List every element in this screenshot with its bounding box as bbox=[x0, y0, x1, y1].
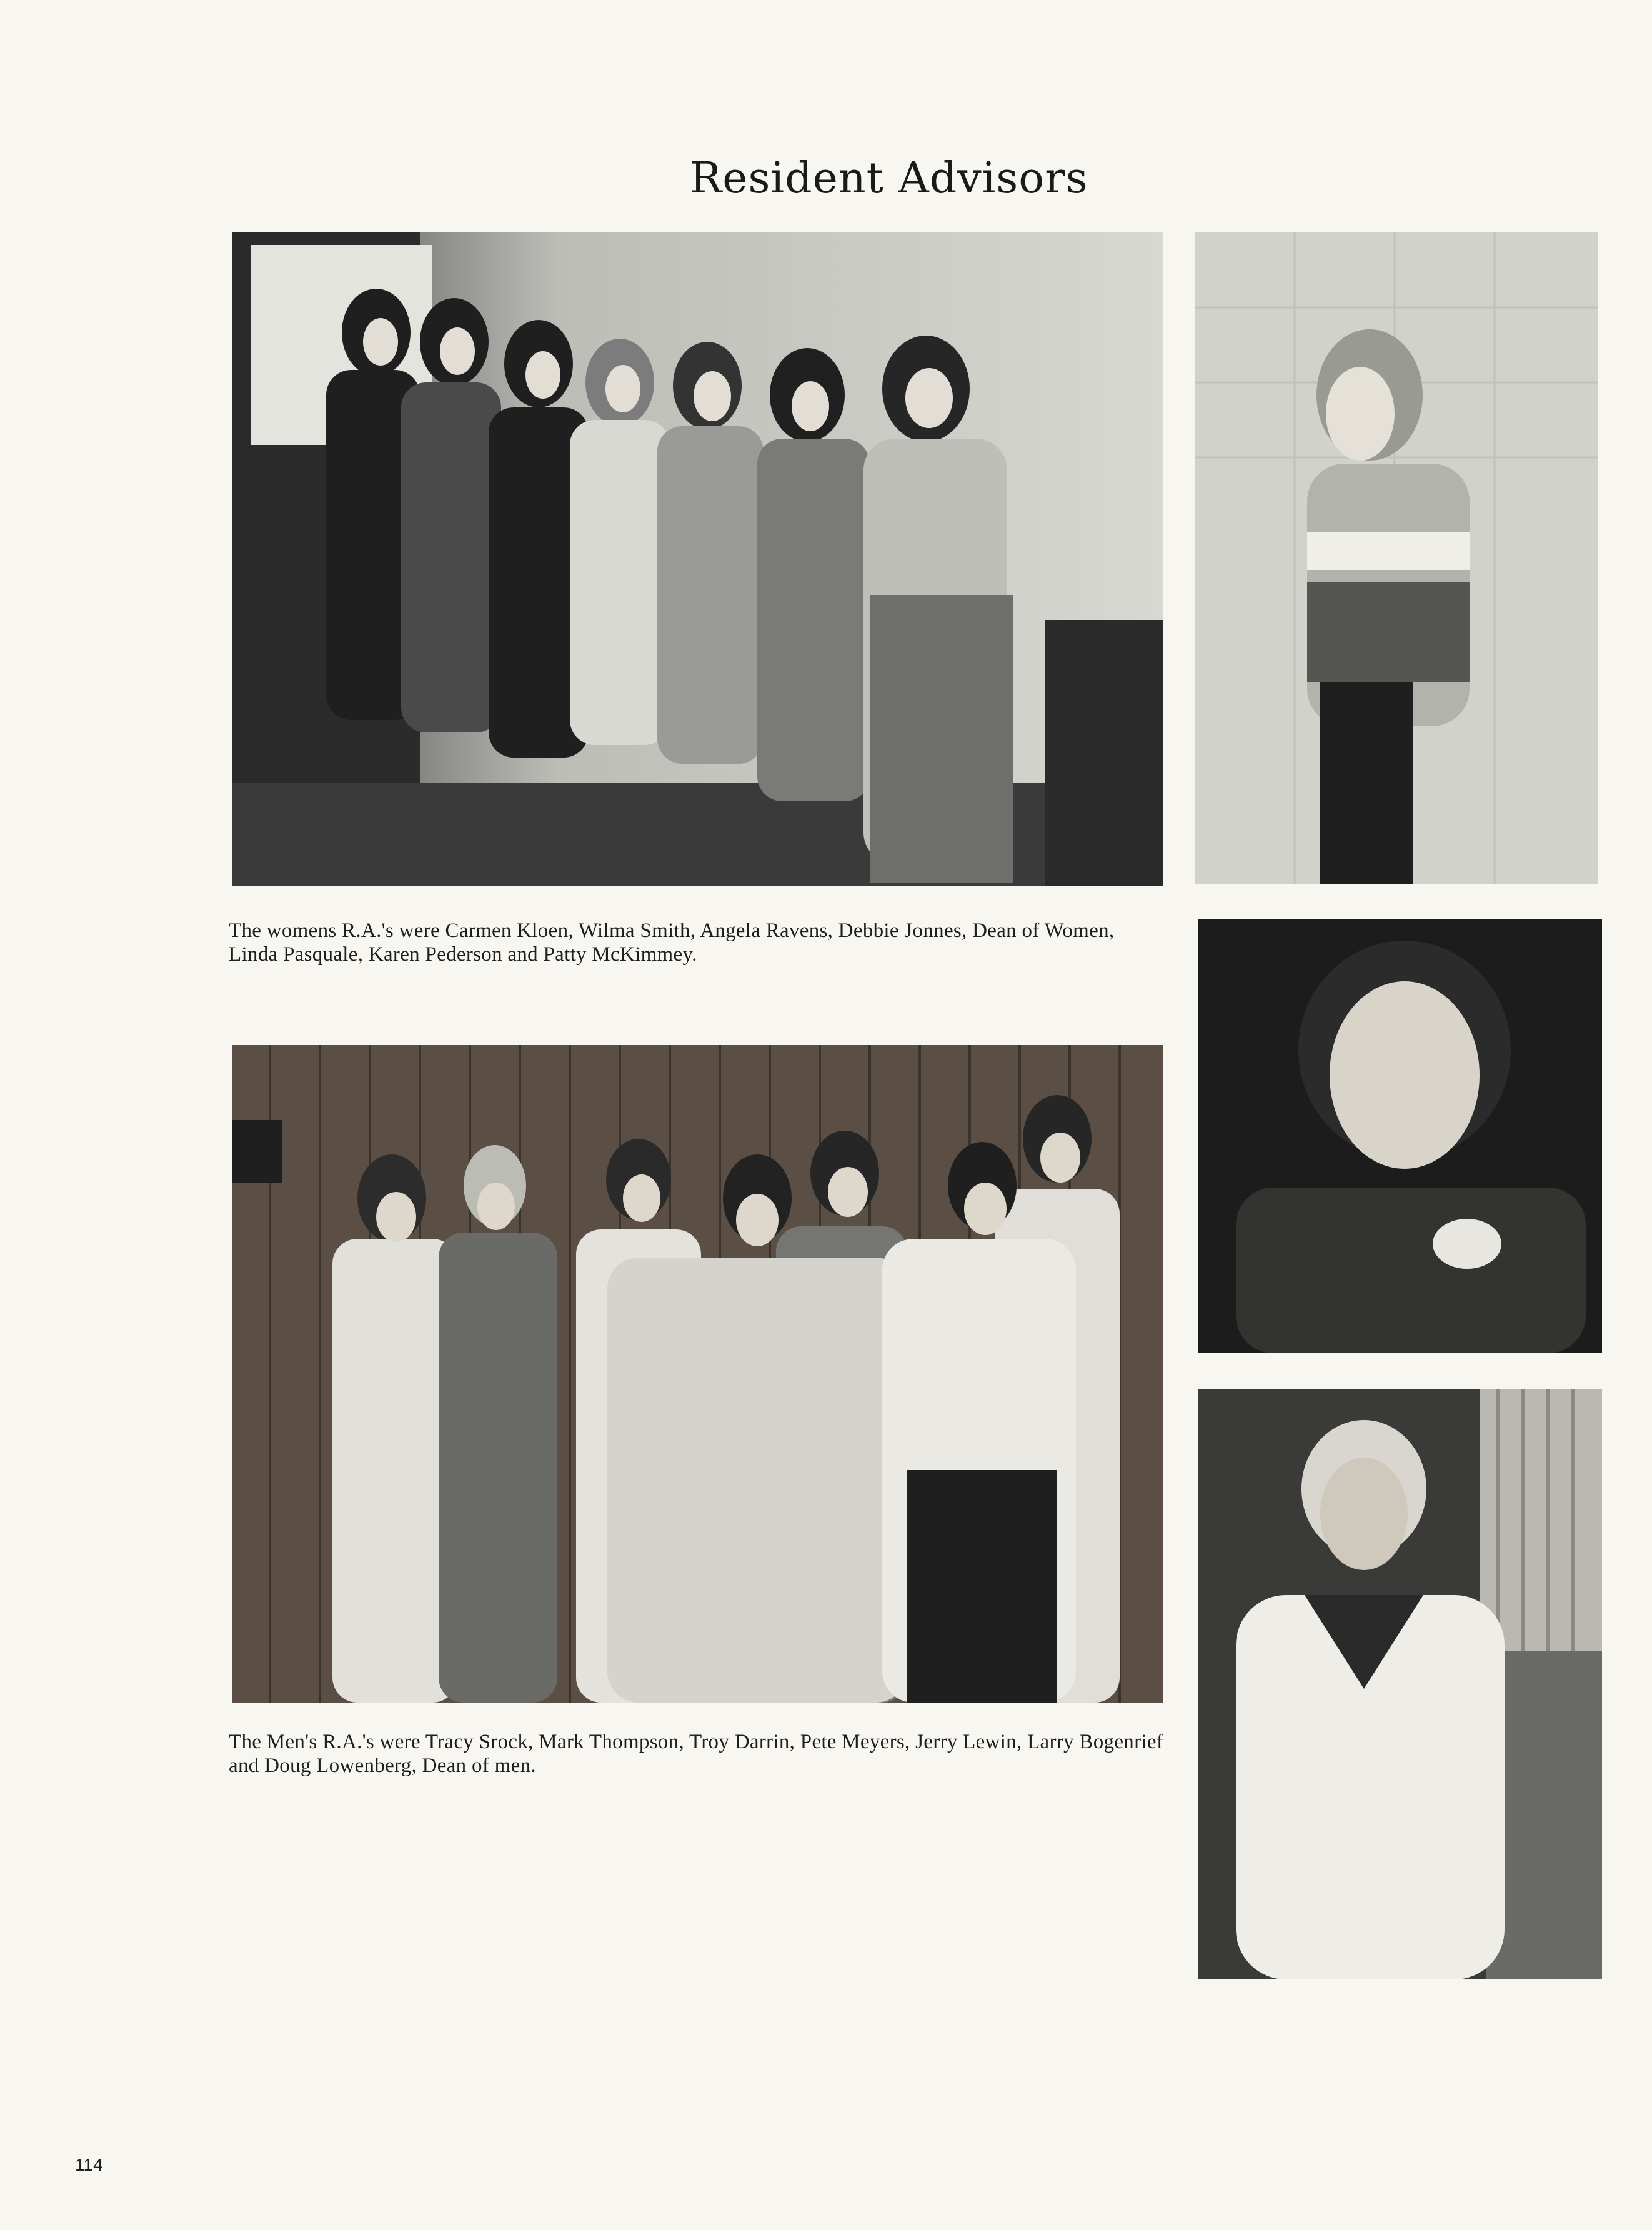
portrait-woman-sweater-photo bbox=[1195, 232, 1598, 884]
portrait-young-man-image bbox=[1198, 1389, 1602, 1979]
portrait-woman-corsage-photo bbox=[1198, 919, 1602, 1353]
womens-group-photo bbox=[232, 232, 1163, 886]
page-number: 114 bbox=[75, 2155, 103, 2174]
mens-group-photo bbox=[232, 1045, 1163, 1702]
mens-group-photo-image bbox=[232, 1045, 1163, 1702]
womens-caption: The womens R.A.'s were Carmen Kloen, Wilma Smith, Angela Ravens, Debbie Jonnes, Dean of Women, Linda Pasquale, Karen Pederson and Patty McKimmey. bbox=[229, 919, 1115, 966]
mens-caption: The Men's R.A.'s were Tracy Srock, Mark Thompson, Troy Darrin, Pete Meyers, Jerry Lewin, Larry Bogenrief and Doug Lowenberg, Dean of men. bbox=[229, 1731, 1164, 1777]
page-title: Resident Advisors bbox=[690, 153, 1088, 203]
portrait-woman-sweater-image bbox=[1195, 232, 1598, 884]
portrait-woman-corsage-image bbox=[1198, 919, 1602, 1353]
womens-group-photo-image bbox=[232, 232, 1163, 886]
portrait-young-man-photo bbox=[1198, 1389, 1602, 1979]
